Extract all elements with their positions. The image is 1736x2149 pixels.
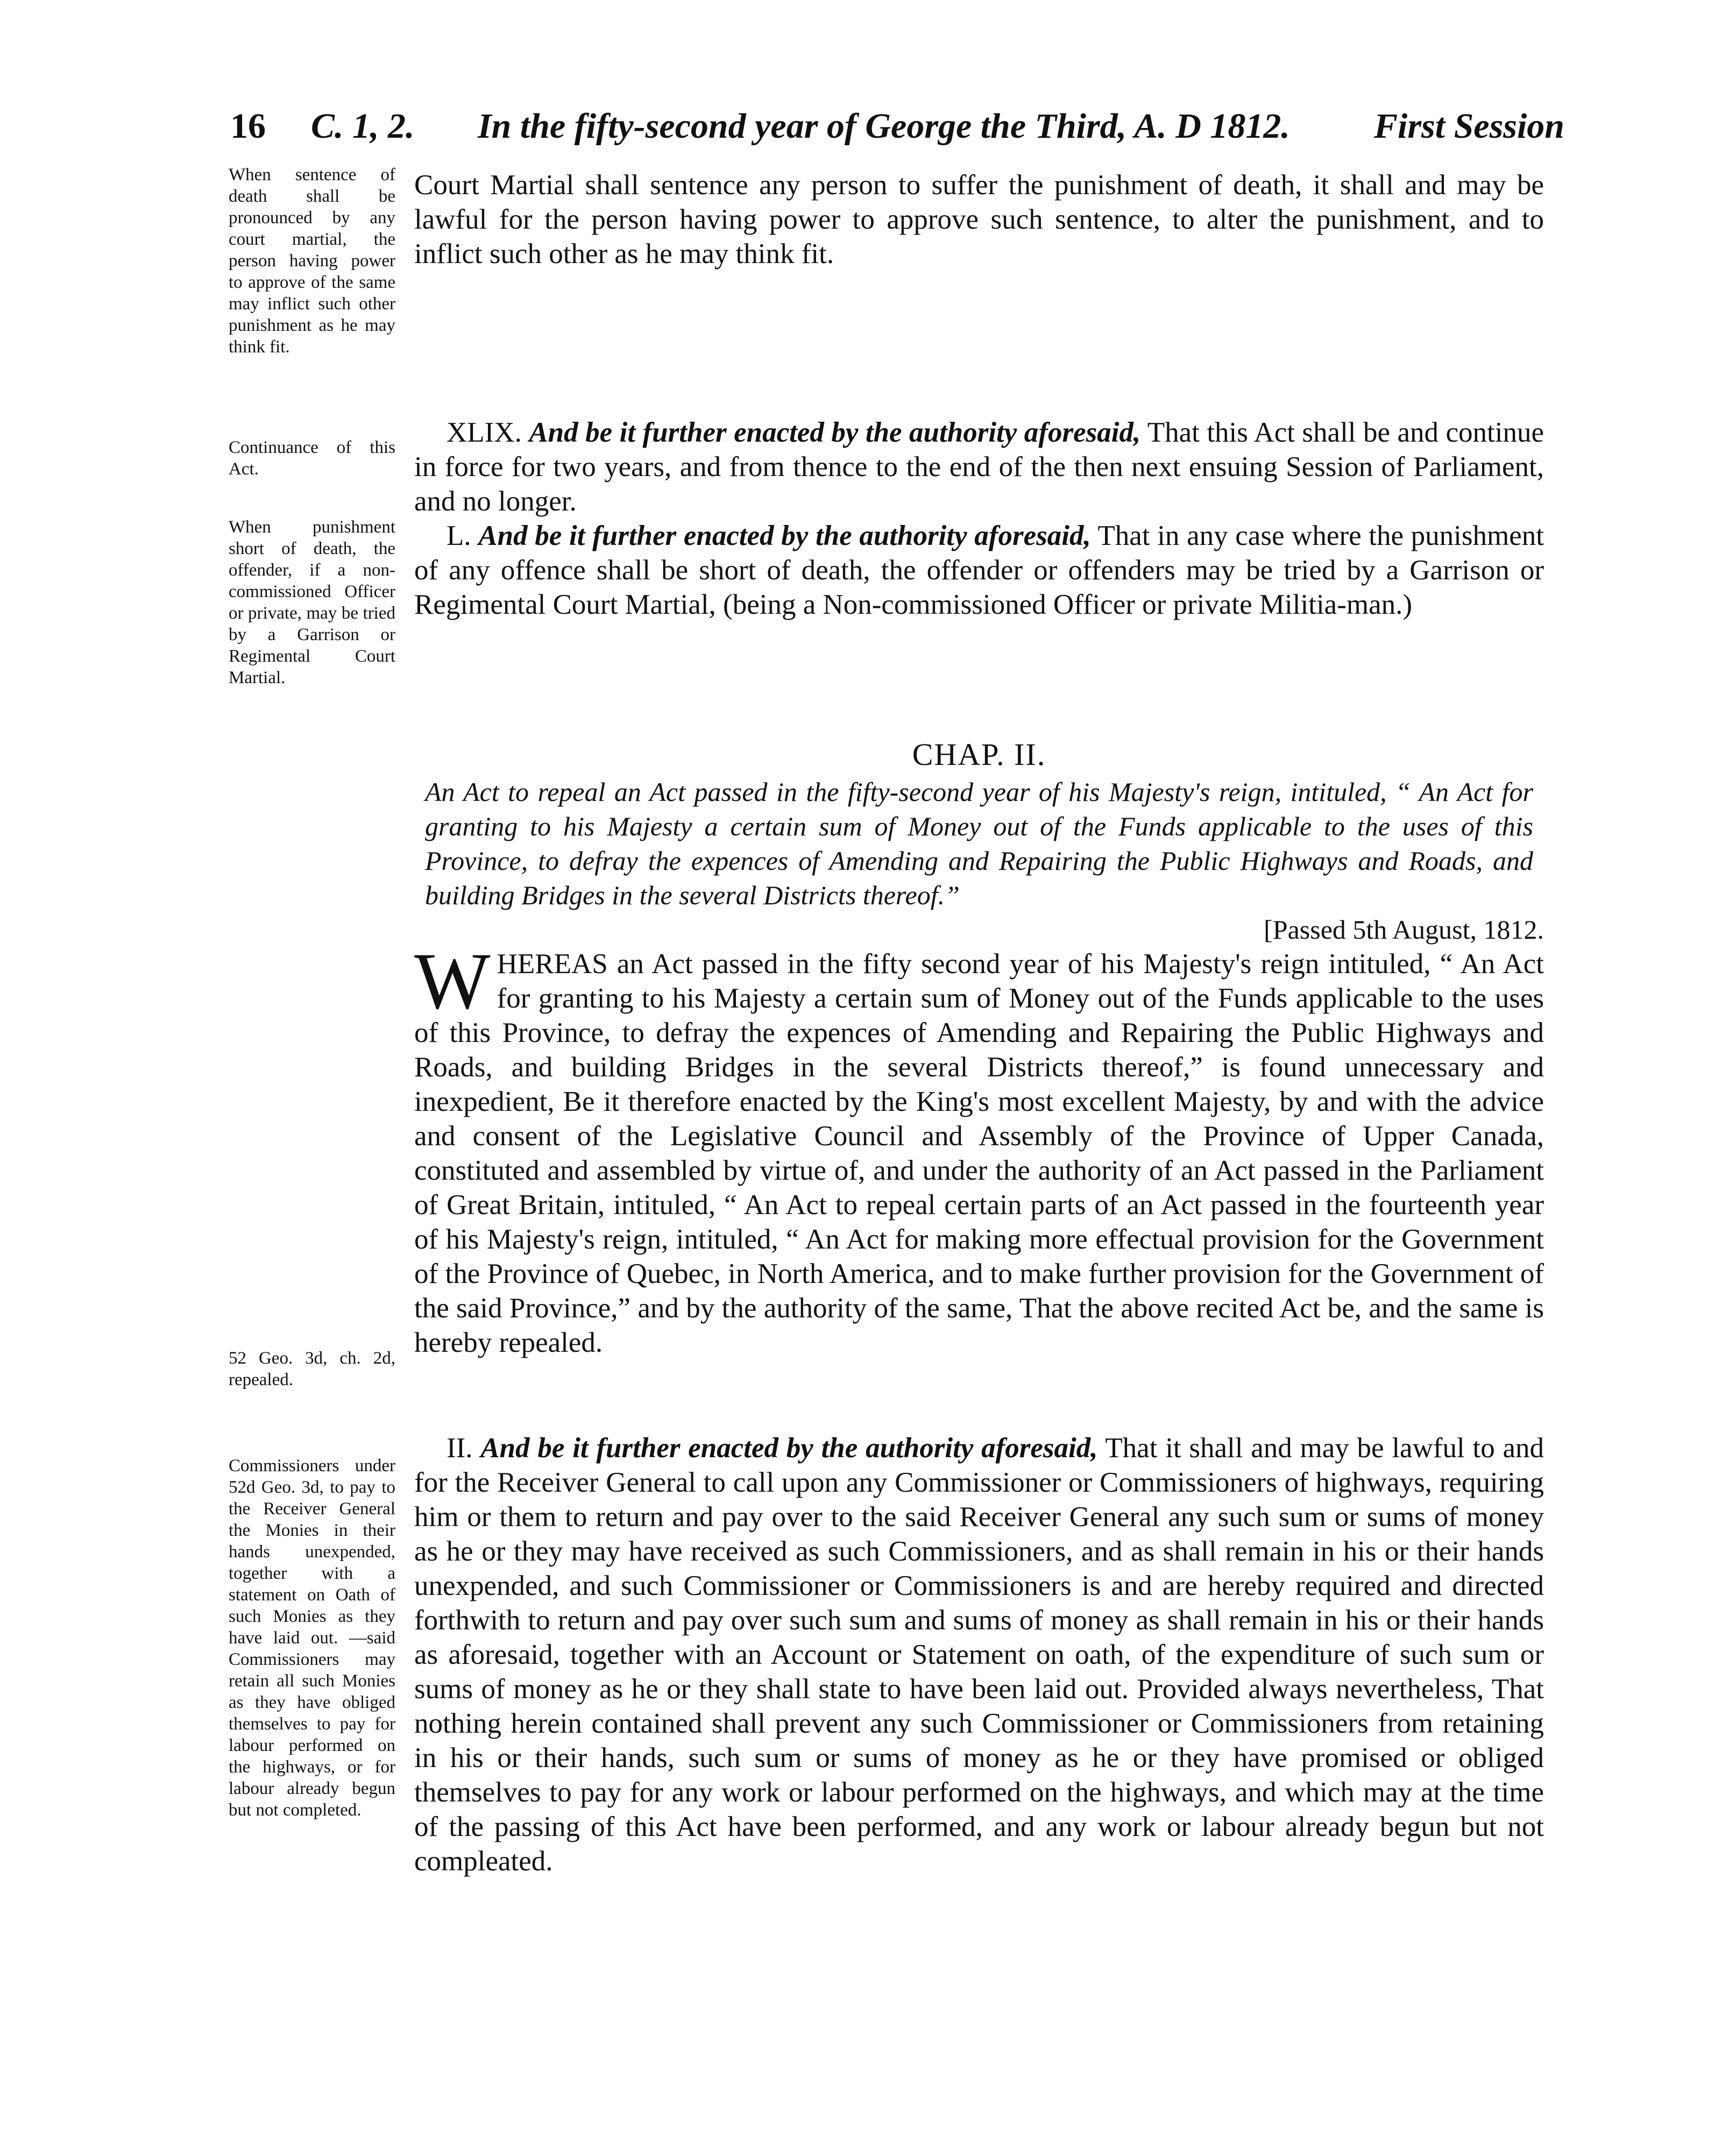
header-title: In the fifty-second year of George the Third, A. D 1812.: [478, 107, 1290, 146]
section-2: [414, 1431, 1544, 1878]
preamble-paragraph: [414, 937, 1544, 1360]
section-49-text: That this Act shall be and continue in force for two years, and from thence to the end of the then next ensuing Session of Parliament, and no longer.: [414, 417, 1544, 517]
margin-note-continuance: Continuance of this Act.: [229, 438, 395, 479]
section-50-text: That in any case where the punishment of any offence shall be short of death, the offender or offenders may be tried by a Garrison or Regimental Court Martial, (being a Non-commissioned Officer or private Militia-man.): [414, 520, 1544, 620]
section-49-number: XLIX.: [447, 417, 522, 448]
page-number: 16: [230, 107, 266, 146]
chapter-title: An Act to repeal an Act passed in the fifty-second year of his Majesty's reign, intituled, “ An Act for granting to his Majesty a certain sum of Money out of the Funds applicable to the uses of this Province, to defray the expences of Amending and Repairing the Public Highways and Roads, and building Bridges in the several Districts thereof.”: [425, 777, 1533, 910]
header-session: First Session: [1374, 107, 1564, 146]
section-2-enacting: And be it further enacted by the authority aforesaid,: [480, 1432, 1098, 1464]
section-2-number: II.: [447, 1432, 473, 1464]
margin-note-death-sentence: When sentence of death shall be pronounced by any court martial, the person having power to approve of the same may inflict such other punishment as he may think fit.: [229, 165, 395, 357]
margin-note-repealed: 52 Geo. 3d, ch. 2d, repealed.: [229, 1349, 395, 1389]
passed-date: [Passed 5th August, 1812.: [1264, 914, 1544, 945]
chapter-reference: C. 1, 2.: [311, 107, 415, 146]
preamble: [414, 937, 1544, 1360]
margin-note-short-of-death: When punishment short of death, the offender, if a non-commissioned Officer or private, may be tried by a Garrison or Regimental Court Martial.: [229, 517, 395, 687]
section-2-text: That it shall and may be lawful to and for the Receiver General to call upon any Commissioner or Commissioners of highways, requiring him or them to return and pay over to the said Receiver General any such sum or sums of money as he or they may have received as such Commissioners, and as shall remain in his or their hands unexpended, and such Commissioner or Commissioners is and are hereby required and directed forthwith to return and pay over such sum and sums of money as shall remain in his or their hands as aforesaid, together with an Account or Statement on oath, of the expenditure of such sum or sums of money as he or they shall state to have been laid out. Provided always nevertheless, That nothing herein contained shall prevent any such Commissioner or Commissioners from retaining in his or their hands, such sum or sums of money as he or they have promised or obliged themselves to pay for any work or labour performed on the highways, and which may at the time of the passing of this Act have been performed, and any work or labour already begun but not compleated.: [414, 1432, 1544, 1877]
section-50-number: L.: [447, 520, 471, 551]
running-header: [230, 97, 1564, 156]
chapter-heading: CHAP. II.: [912, 737, 1046, 772]
section-50-enacting: And be it further enacted by the authority aforesaid,: [478, 520, 1091, 551]
section-49: [414, 415, 1544, 519]
sections-49-50: [414, 415, 1544, 622]
margin-note-commissioners: Commissioners under 52d Geo. 3d, to pay to the Receiver General the Monies in their hands unexpended, together with a statement on Oath of such Monies as they have laid out. —said Commissioners may retain all such Monies as they have obliged themselves to pay for labour performed on the highways, or for labour already begun but not completed.: [229, 1456, 395, 1820]
drop-cap: W: [414, 937, 491, 1026]
section-2-block: [414, 1431, 1544, 1878]
section-49-enacting: And be it further enacted by the authority aforesaid,: [529, 417, 1141, 448]
section-50: [414, 519, 1544, 622]
preamble-text: HEREAS an Act passed in the fifty second year of his Majesty's reign intituled, “ An Act for granting to his Majesty a certain sum of Money out of the Funds applicable to the uses of this Province, to defray the expences of Amending and Repairing the Public Highways and Roads, and building Bridges in the several Districts thereof,” is found unnecessary and inexpedient, Be it therefore enacted by the King's most excellent Majesty, by and with the advice and consent of the Legislative Council and Assembly of the Province of Upper Canada, constituted and assembled by virtue of, and under the authority of an Act passed in the Parliament of Great Britain, intituled, “ An Act to repeal certain parts of an Act passed in the fourteenth year of his Majesty's reign, intituled, “ An Act for making more effectual provision for the Government of the Province of Quebec, in North America, and to make further provision for the Government of the said Province,” and by the authority of the same, That the above recited Act be, and the same is hereby repealed.: [414, 948, 1544, 1358]
continuation-paragraph: Court Martial shall sentence any person to suffer the punishment of death, it shall and may be lawful for the person having power to approve such sentence, to alter the punishment, and to inflict such other as he may think fit.: [414, 169, 1544, 269]
